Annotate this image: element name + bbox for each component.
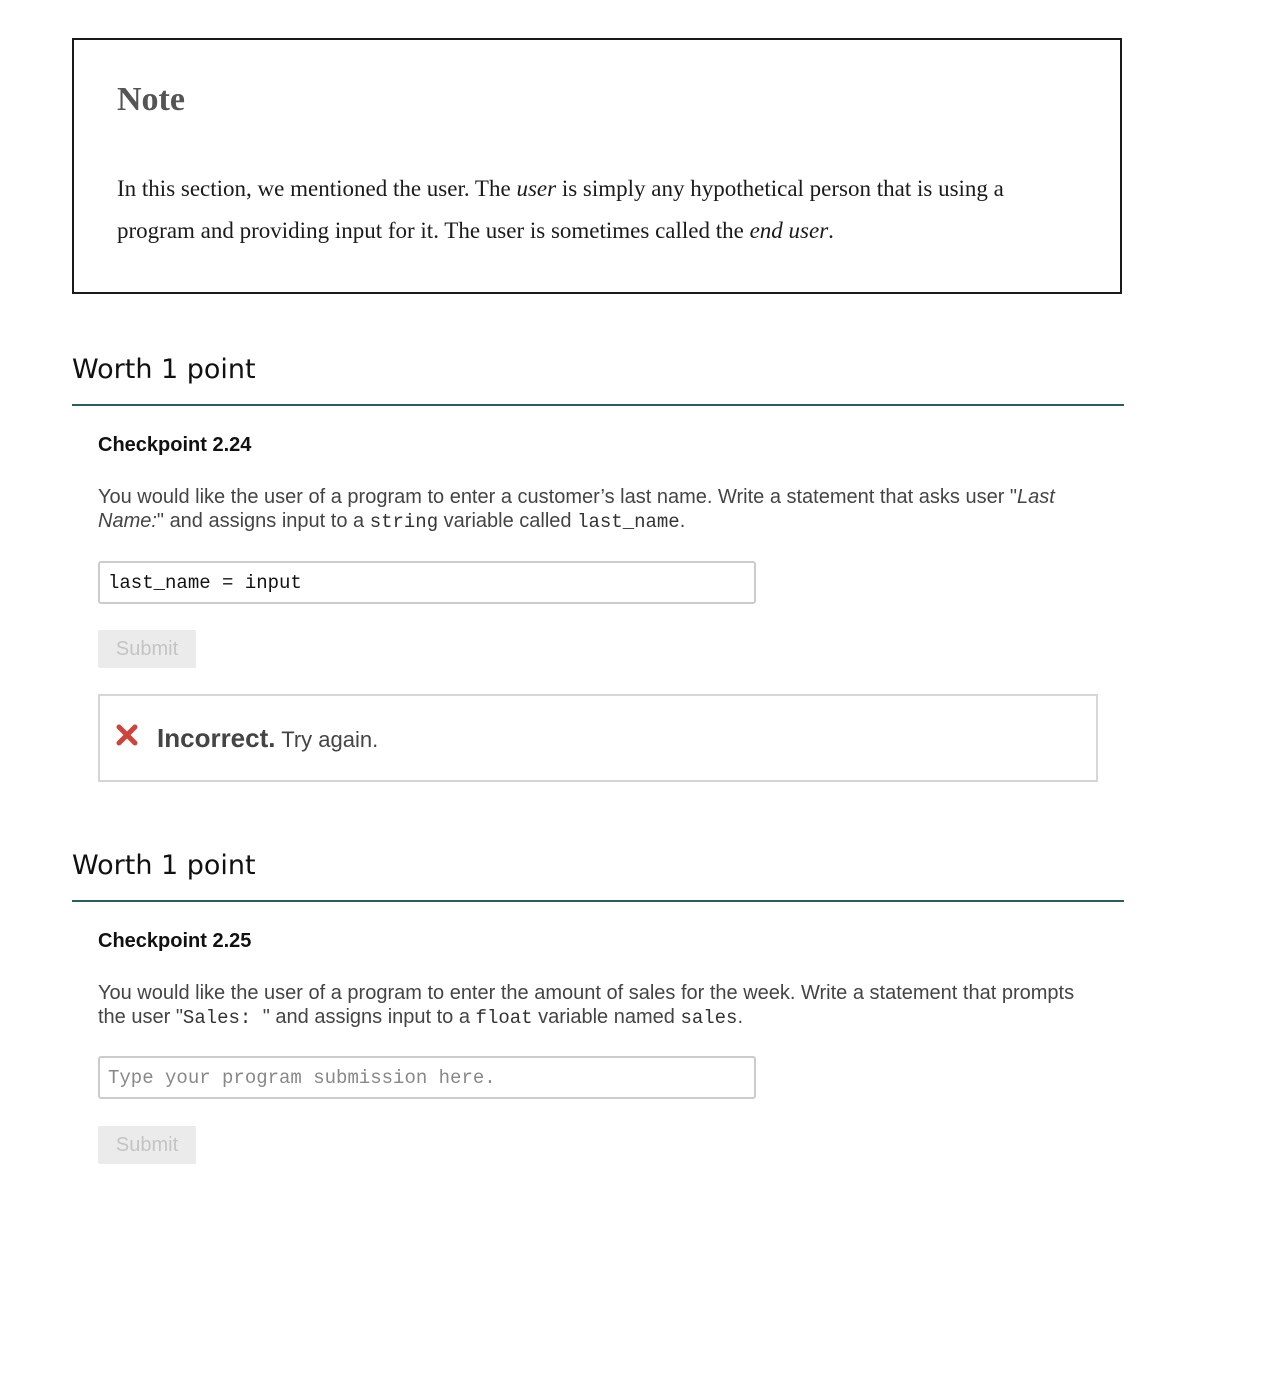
prompt-code: sales xyxy=(680,1007,738,1029)
checkpoint-prompt xyxy=(98,485,1098,534)
checkpoint-prompt xyxy=(98,981,1098,1030)
note-emphasis-end-user: end user xyxy=(749,218,829,243)
checkpoint-title: Checkpoint 2.25 xyxy=(98,930,252,952)
note-body xyxy=(117,168,1087,252)
prompt-text: " and assigns input to a xyxy=(262,1006,476,1028)
prompt-text: . xyxy=(737,1006,744,1028)
note-body-text: In this section, we mentioned the user. The xyxy=(117,176,517,201)
feedback-message xyxy=(157,722,378,759)
feedback-status: Incorrect. xyxy=(157,723,276,753)
prompt-emphasis: Last Name: xyxy=(98,486,1055,532)
prompt-code: float xyxy=(475,1007,533,1029)
checkpoint-title: Checkpoint 2.24 xyxy=(98,434,252,456)
prompt-text: " and assigns input to a xyxy=(156,510,370,532)
prompt-text: variable named xyxy=(532,1006,681,1028)
x-mark-icon xyxy=(116,724,138,746)
prompt-text: . xyxy=(679,510,686,532)
program-submission-input[interactable] xyxy=(98,561,756,604)
prompt-code: string xyxy=(369,511,439,533)
worth-points-label: Worth 1 point xyxy=(72,354,256,385)
note-title: Note xyxy=(117,81,185,118)
feedback-detail: Try again. xyxy=(275,727,379,752)
submit-button[interactable]: Submit xyxy=(98,630,196,668)
submit-button[interactable]: Submit xyxy=(98,1126,196,1164)
prompt-text: You would like the user of a program to enter a customer’s last name. Write a statement that asks user " xyxy=(98,486,1018,508)
section-header-checkpoint-2-24 xyxy=(72,354,1124,406)
note-body-text: is simply any hypothetical person that is using a program and providing input for it. The user is sometimes called the xyxy=(117,176,1004,243)
section-header-checkpoint-2-25 xyxy=(72,850,1124,902)
note-emphasis-user: user xyxy=(516,176,557,201)
note-body-text: . xyxy=(828,218,834,243)
feedback-box xyxy=(98,694,1098,782)
worth-points-label: Worth 1 point xyxy=(72,850,256,881)
prompt-text: variable called xyxy=(438,510,578,532)
prompt-text: You would like the user of a program to enter the amount of sales for the week. Write a statement that prompts the user " xyxy=(98,982,1075,1028)
program-submission-input[interactable] xyxy=(98,1056,756,1099)
prompt-code: last_name xyxy=(577,511,680,533)
prompt-code: Sales: xyxy=(182,1007,263,1029)
note-box xyxy=(72,38,1122,294)
